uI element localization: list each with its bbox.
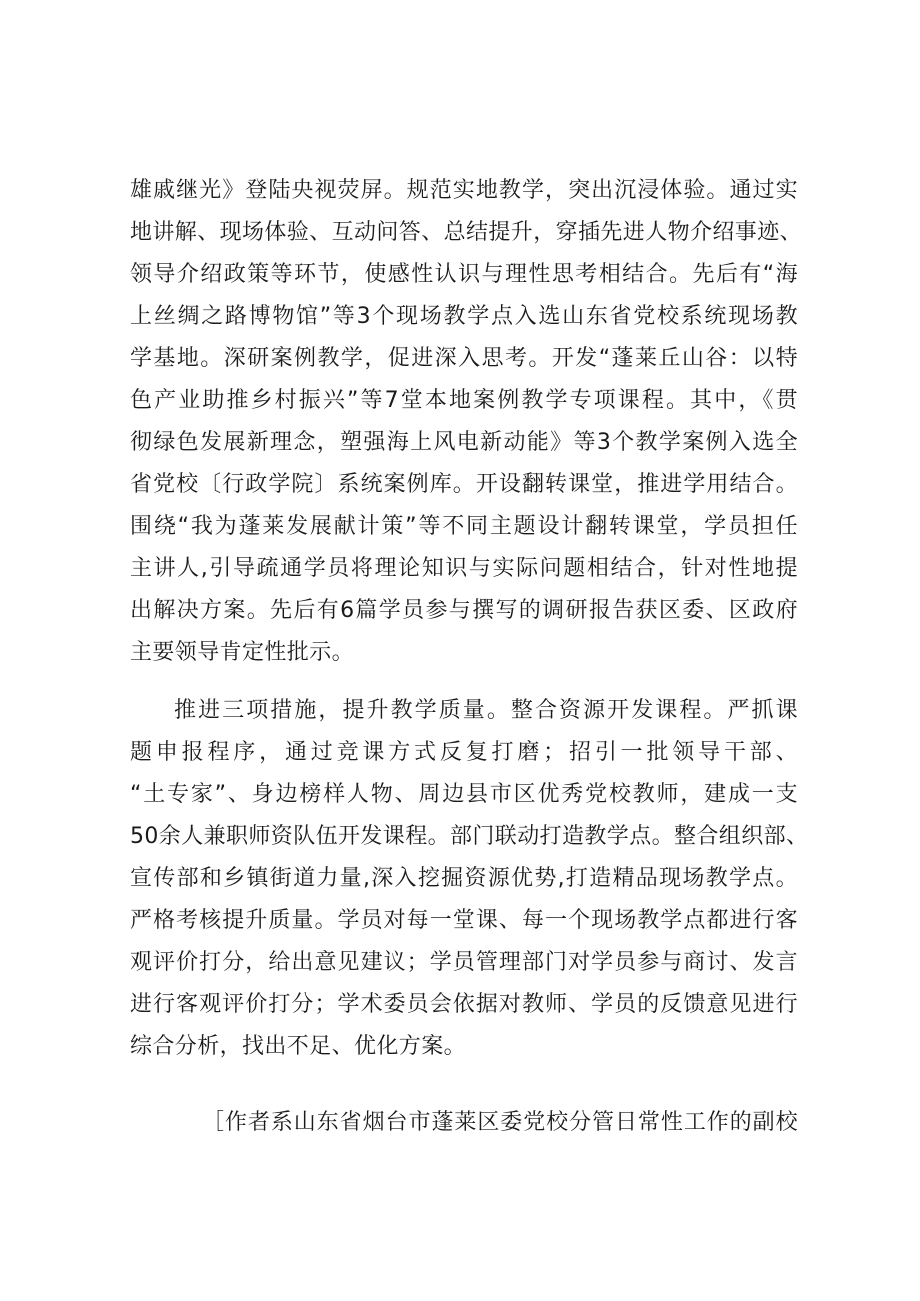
paragraph-1	[130, 170, 803, 674]
paragraph-1-line-12: 主要领导肯定性批示。	[130, 640, 355, 665]
paragraph-1-line-2: 地讲解、现场体验、互动问答、总结提升，穿插先进人物介绍事迹、	[130, 220, 803, 245]
paragraph-1-line-8: 省党校〔行政学院〕系统案例库。开设翻转课堂，推进学用结合。	[130, 472, 798, 497]
paragraph-2-line-2: 题申报程序，通过竞课方式反复打磨；招引一批领导干部、	[130, 740, 798, 765]
paragraph-1-line-1: 雄戚继光》登陆央视荧屏。规范实地教学，突出沉浸体验。通过实	[130, 178, 798, 203]
paragraph-1-line-3: 领导介绍政策等环节，使感性认识与理性思考相结合。先后有“海	[130, 262, 798, 287]
paragraph-1-line-10: 主讲人,引导疏通学员将理论知识与实际问题相结合，针对性地提	[130, 556, 798, 581]
author-note-line: ［作者系山东省烟台市蓬莱区委党校分管日常性工作的副校	[202, 1110, 798, 1135]
paragraph-2-line-3: “土专家”、身边榜样人物、周边县市区优秀党校教师，建成一支	[130, 782, 798, 807]
paragraph-2-line-9: 综合分析，找出不足、优化方案。	[130, 1034, 467, 1059]
paragraph-1-line-9: 围绕“我为蓬莱发展献计策”等不同主题设计翻转课堂，学员担任	[130, 514, 798, 539]
paragraph-1-line-4: 上丝绸之路博物馆”等3个现场教学点入选山东省党校系统现场教	[130, 304, 798, 329]
paragraph-2-line-7: 观评价打分，给出意见建议；学员管理部门对学员参与商讨、发言	[130, 950, 798, 975]
paragraph-2-line-1: 推进三项措施，提升教学质量。整合资源开发课程。严抓课	[174, 698, 798, 723]
paragraph-1-line-7: 彻绿色发展新理念，塑强海上风电新动能》等3个教学案例入选全	[130, 430, 798, 455]
paragraph-2-line-4: 50余人兼职师资队伍开发课程。部门联动打造教学点。整合组织部、	[130, 824, 809, 849]
paragraph-1-line-6: 色产业助推乡村振兴”等7堂本地案例教学专项课程。其中，《贯	[130, 388, 798, 413]
paragraph-1-line-11: 出解决方案。先后有6篇学员参与撰写的调研报告获区委、区政府	[130, 598, 798, 623]
paragraph-2-line-8: 进行客观评价打分；学术委员会依据对教师、学员的反馈意见进行	[130, 992, 798, 1017]
author-note	[130, 1102, 798, 1144]
paragraph-2	[130, 690, 809, 1068]
paragraph-2-line-5: 宣传部和乡镇街道力量,深入挖掘资源优势,打造精品现场教学点。	[130, 866, 798, 891]
paragraph-1-line-5: 学基地。深研案例教学，促进深入思考。开发“蓬莱丘山谷：以特	[130, 346, 798, 371]
paragraph-2-line-6: 严格考核提升质量。学员对每一堂课、每一个现场教学点都进行客	[130, 908, 798, 933]
